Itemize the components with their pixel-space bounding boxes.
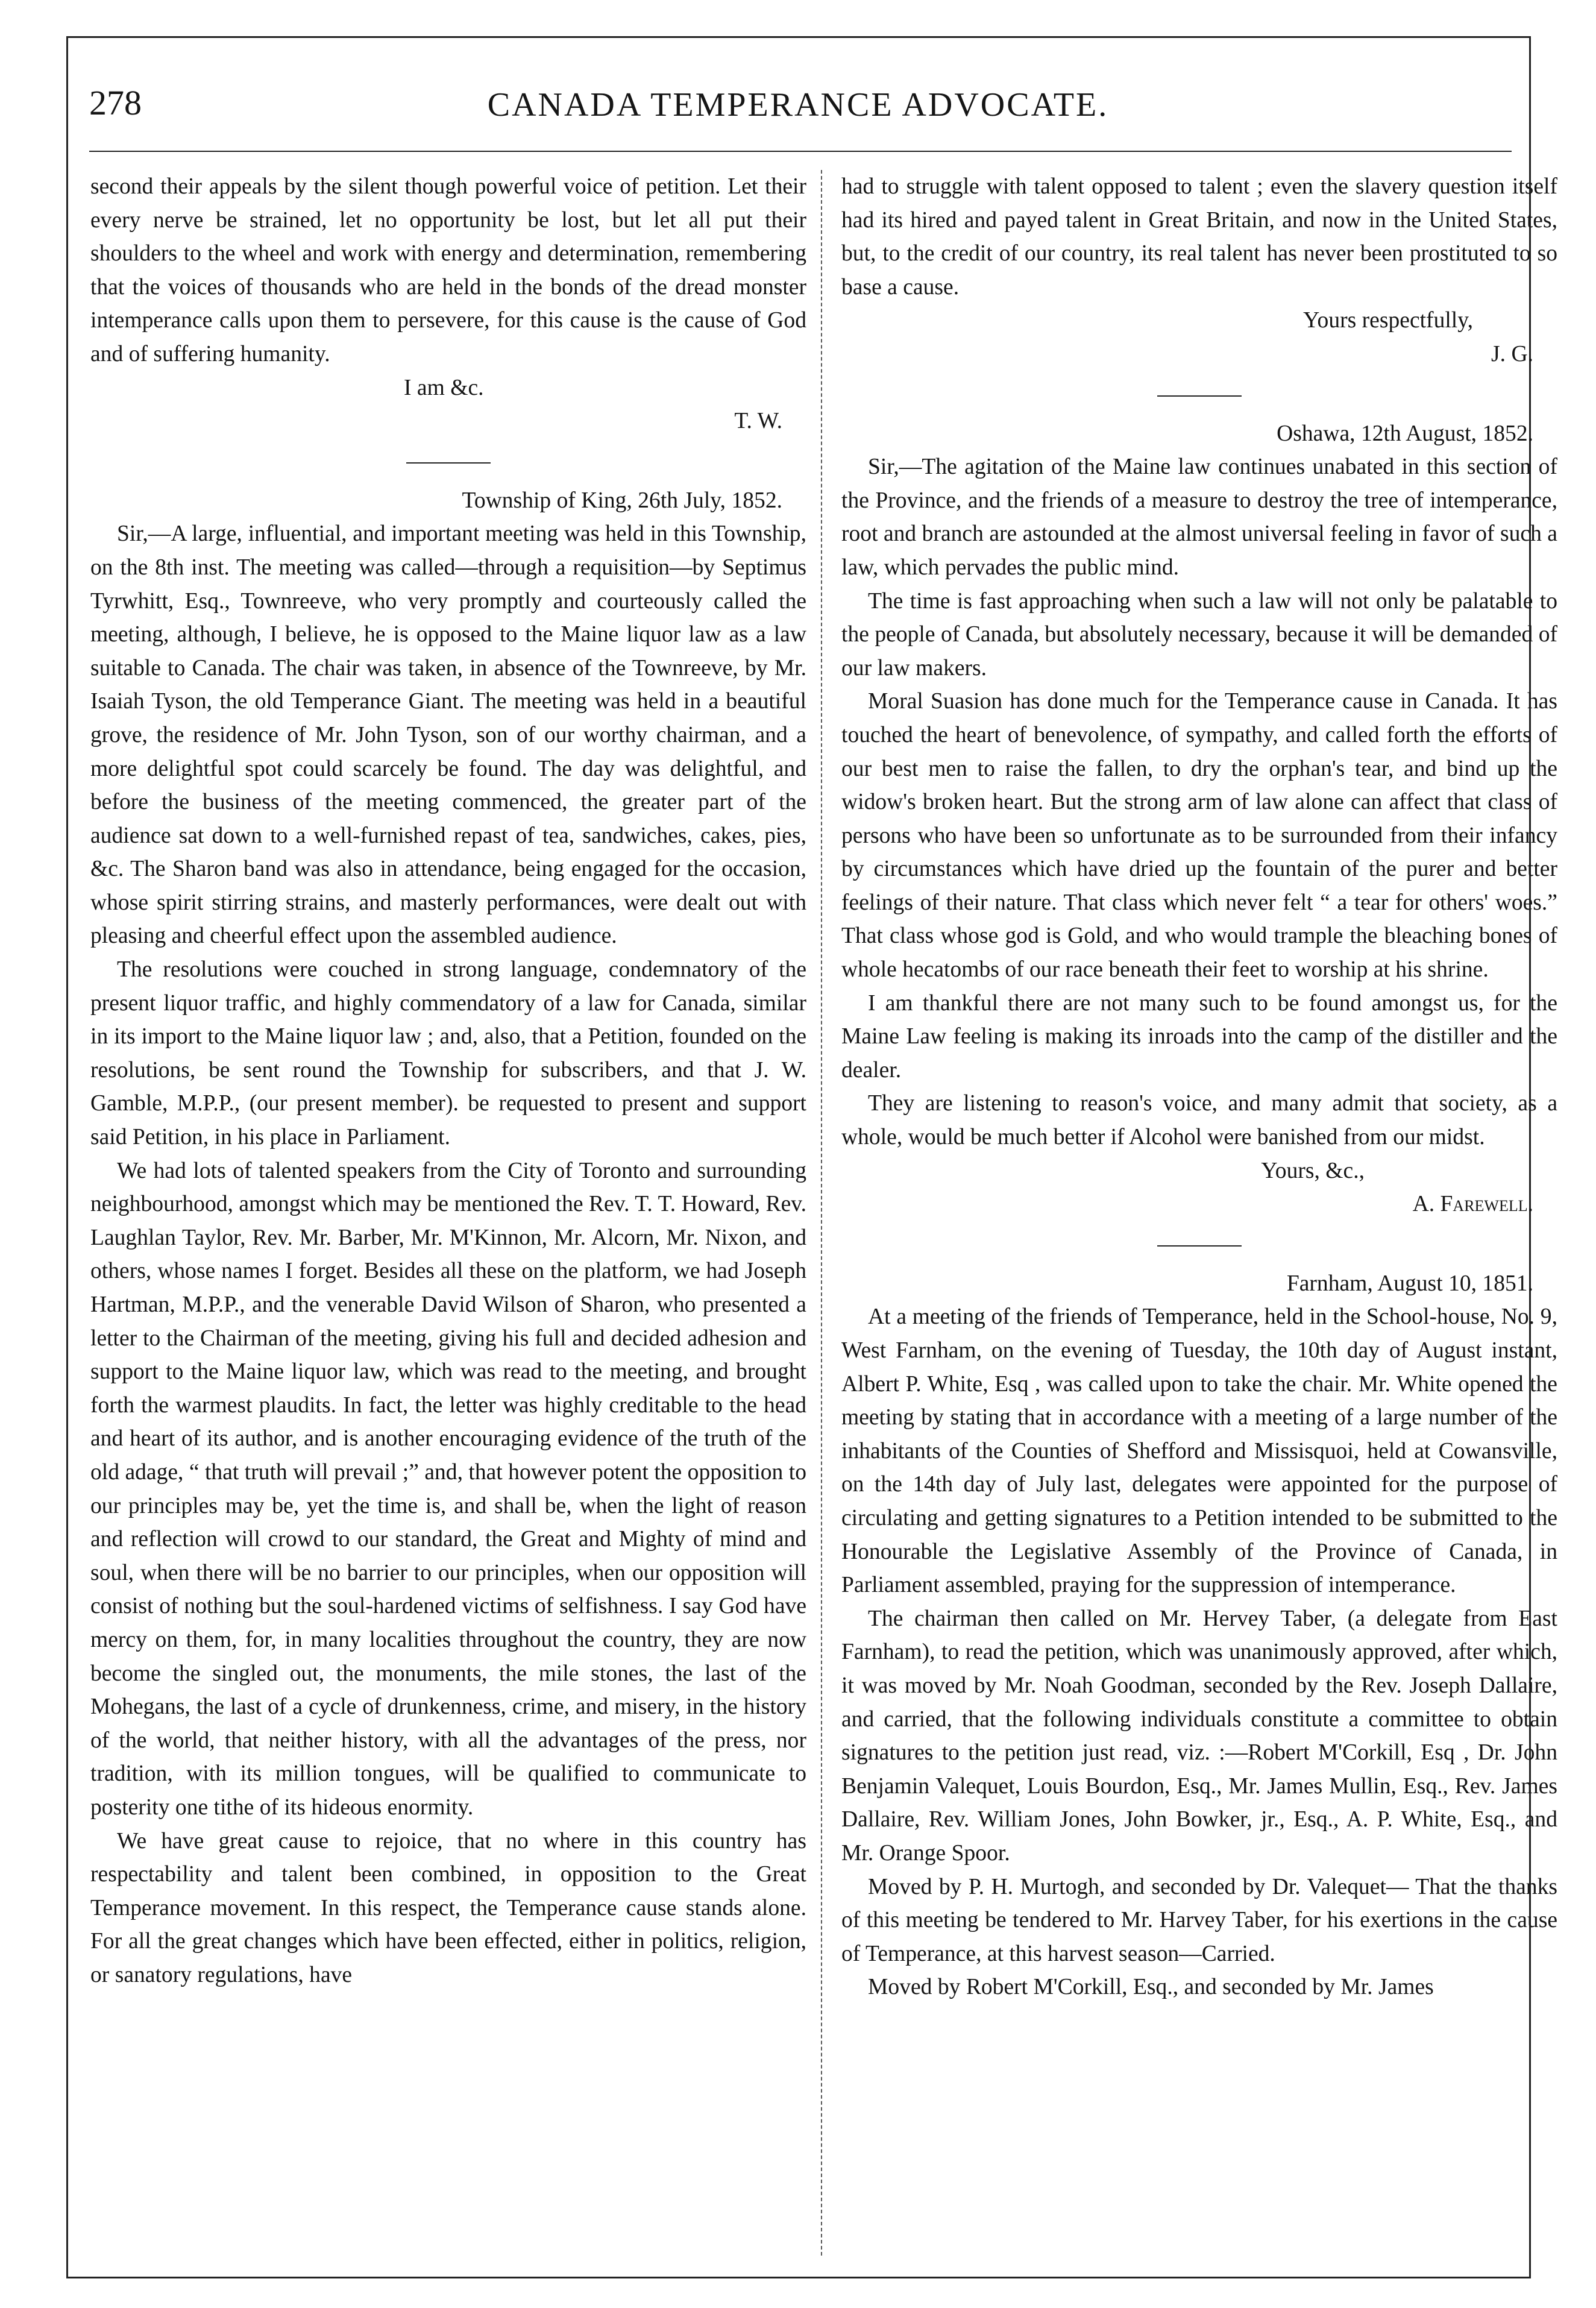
letter-tw-closing-row (90, 371, 806, 405)
page-title: CANADA TEMPERANCE ADVOCATE. (487, 86, 1109, 124)
letter-tw-signature: T. W. (734, 409, 782, 434)
left-border-rule (66, 36, 68, 2278)
letter-king-paragraph: We had lots of talented speakers from the City of Toronto and surrounding neighbourhood, amongst which may be mentioned the Rev. T. T. Howard, Rev. Laughlan Taylor, Rev. Mr. Barber, Mr. M'Kinnon, Mr. Alcorn, Mr. Nixon, and others, whose names I forget. Besides all these on the platform, we had Joseph Hartman, M.P.P., and the venerable David Wilson of Sharon, who presented a letter to the Chairman of the meeting, giving his full and decided adhesion and support to the Maine liquor law, which was read to the meeting, and brought forth the warmest plaudits. In fact, the letter was highly creditable to the head and heart of its author, and is another encouraging evidence of the truth of the old adage, “ that truth will prevail ;” and, that however potent the opposition to our principles may be, yet the time is, and shall be, when the light of reason and reflection will crowd to our standard, the Great and Mighty of mind and soul, when there will be no barrier to our principles, when our opposition will consist of nothing but the soul-hardened victims of selfishness. I say God have mercy on them, for, in many localities throughout the country, they are now become the singled out, the monuments, the mile stones, the last of the Mohegans, the last of a cycle of drunkenness, crime, and misery, in the history of the world, that neither history, with all the advantages of the press, nor tradition, with its million tongues, will be qualified to communicate to posterity one tithe of its hideous enormity. (90, 1158, 806, 1820)
letter-farnham-paragraph: At a meeting of the friends of Temperance, held in the School-house, No. 9, West Farnham, on the evening of Tuesday, the 10th day of August instant, Albert P. White, Esq , was called upon to take the chair. Mr. White opened the meeting by stating that in accordance with a meeting of a large number of the inhabitants of the Counties of Shefford and Missisquoi, held at Cowansville, on the 14th day of July last, delegates were appointed for the purpose of circulating and getting signatures to a Petition intended to be submitted to the Honourable the Legislative Assembly of the Province of Canada, in Parliament assembled, praying for the suppression of intemperance. (841, 1304, 1557, 1598)
page-number: 278 (89, 83, 142, 122)
letter-oshawa-closing: Yours, &c., (1261, 1158, 1365, 1183)
section-separator (1157, 1245, 1242, 1247)
header-rule (89, 151, 1512, 152)
letter-tw-closing: I am &c. (404, 375, 484, 400)
letter-oshawa-dateline: Oshawa, 12th August, 1852. (1277, 421, 1533, 446)
bottom-border-rule (66, 2277, 1531, 2278)
letter-oshawa-paragraph: Sir,—The agitation of the Maine law continues unabated in this section of the Province, and the friends of a measure to destroy the tree of intemperance, root and branch are astounded at the almost universal feeling in favor of such a law, which pervades the public mind. (841, 454, 1557, 580)
letter-jg-closing: Yours respectfully, (1303, 308, 1473, 333)
letter-jg-signature: J. G. (1491, 341, 1533, 366)
letter-oshawa-paragraph: They are listening to reason's voice, and many admit that society, as a whole, would be much better if Alcohol were banished from our midst. (841, 1091, 1557, 1150)
letter-farnham-paragraph: Moved by P. H. Murtogh, and seconded by Dr. Valequet— That the thanks of this meeting be tendered to Mr. Harvey Taber, for his exertions in the cause of Temperance, at this harvest season—Carried. (841, 1874, 1557, 1966)
letter-king-paragraph: We have great cause to rejoice, that no where in this country has respectability and talent been combined, in opposition to the Great Temperance movement. In this respect, the Temperance cause stands alone. For all the great changes which have been effected, either in politics, religion, or sanatory regulations, have (90, 1828, 806, 1987)
letter-king-paragraph: The resolutions were couched in strong language, condemnatory of the present liquor traffic, and highly commendatory of a law for Canada, similar in its import to the Maine liquor law ; and, also, that a Petition, founded on the resolutions, be sent round the Township for subscribers, and that J. W. Gamble, M.P.P., (our present member). be requested to present and support said Petition, in his place in Parliament. (90, 957, 806, 1150)
letter-tw-body: second their appeals by the silent though powerful voice of petition. Let their every nerve be strained, let no opportunity be lost, but let all put their shoulders to the wheel and work with energy and determination, remembering that the voices of thousands who are held in the bonds of the dread monster intemperance calls upon them to persevere, for this cause is the cause of God and of suffering humanity. (90, 174, 806, 366)
letter-farnham-dateline: Farnham, August 10, 1851. (1286, 1271, 1533, 1296)
section-separator (406, 462, 491, 464)
top-border-rule (66, 36, 1531, 38)
letter-king-paragraph: Sir,—A large, influential, and important meeting was held in this Township, on the 8th inst. The meeting was called—through a requisition—by Septimus Tyrwhitt, Esq., Townreeve, who very promptly and courteously called the meeting, although, I believe, he is opposed to the Maine liquor law as a law suitable to Canada. The chair was taken, in absence of the Townreeve, by Mr. Isaiah Tyson, the old Temperance Giant. The meeting was held in a beautiful grove, the residence of Mr. John Tyson, son of our worthy chairman, and a more delightful spot could scarcely be found. The day was delightful, and before the business of the meeting commenced, the greater part of the audience sat down to a well-furnished repast of tea, sandwiches, cakes, pies, &c. The Sharon band was also in attendance, being engaged for the occasion, whose spirit stirring strains, and masterly performances, were dealt out with pleasing and cheerful effect upon the assembled audience. (90, 521, 806, 949)
letter-jg-body: had to struggle with talent opposed to talent ; even the slavery question itself had its hired and payed talent in Great Britain, and now in the United States, but, to the credit of our country, its real talent has never been prostituted to so base a cause. (841, 174, 1557, 300)
letter-oshawa-signature: A. Farewell. (1412, 1192, 1533, 1217)
letter-oshawa-paragraph: I am thankful there are not many such to be found amongst us, for the Maine Law feeling is making its inroads into the camp of the distiller and the dealer. (841, 990, 1557, 1083)
left-column (90, 170, 806, 1992)
right-column (841, 170, 1557, 2004)
letter-oshawa-paragraph: The time is fast approaching when such a law will not only be palatable to the people of Canada, but absolutely necessary, because it will be demanded of our law makers. (841, 588, 1557, 681)
section-separator (1157, 395, 1242, 397)
column-divider (821, 170, 822, 2256)
letter-oshawa-paragraph: Moral Suasion has done much for the Temperance cause in Canada. It has touched the heart of benevolence, of sympathy, and called forth the efforts of our best men to raise the fallen, to dry the orphan's tear, and bind up the widow's broken heart. But the strong arm of law alone can affect that class of persons who have been so unfortunate as to be surrounded from their infancy by circumstances which have dried up the fountain of the purer and better feelings of their nature. That class which never felt “ a tear for others' woes.” That class whose god is Gold, and who would trample the bleaching bones of whole hecatombs of our race beneath their feet to worship at his shrine. (841, 689, 1557, 983)
letter-farnham-paragraph: Moved by Robert M'Corkill, Esq., and seconded by Mr. James (868, 1975, 1434, 2000)
letter-king-dateline: Township of King, 26th July, 1852. (462, 488, 782, 513)
letter-farnham-paragraph: The chairman then called on Mr. Hervey Taber, (a delegate from East Farnham), to read the petition, which was unanimously approved, after which, it was moved by Mr. Noah Goodman, seconded by the Rev. Joseph Dallaire, and carried, that the following individuals constitute a committee to obtain signatures to the petition just read, viz. :—Robert M'Corkill, Esq , Dr. John Benjamin Valequet, Louis Bourdon, Esq., Mr. James Mullin, Esq., Rev. James Dallaire, Rev. William Jones, John Bowker, jr., Esq., A. P. White, Esq., and Mr. Orange Spoor. (841, 1606, 1557, 1866)
